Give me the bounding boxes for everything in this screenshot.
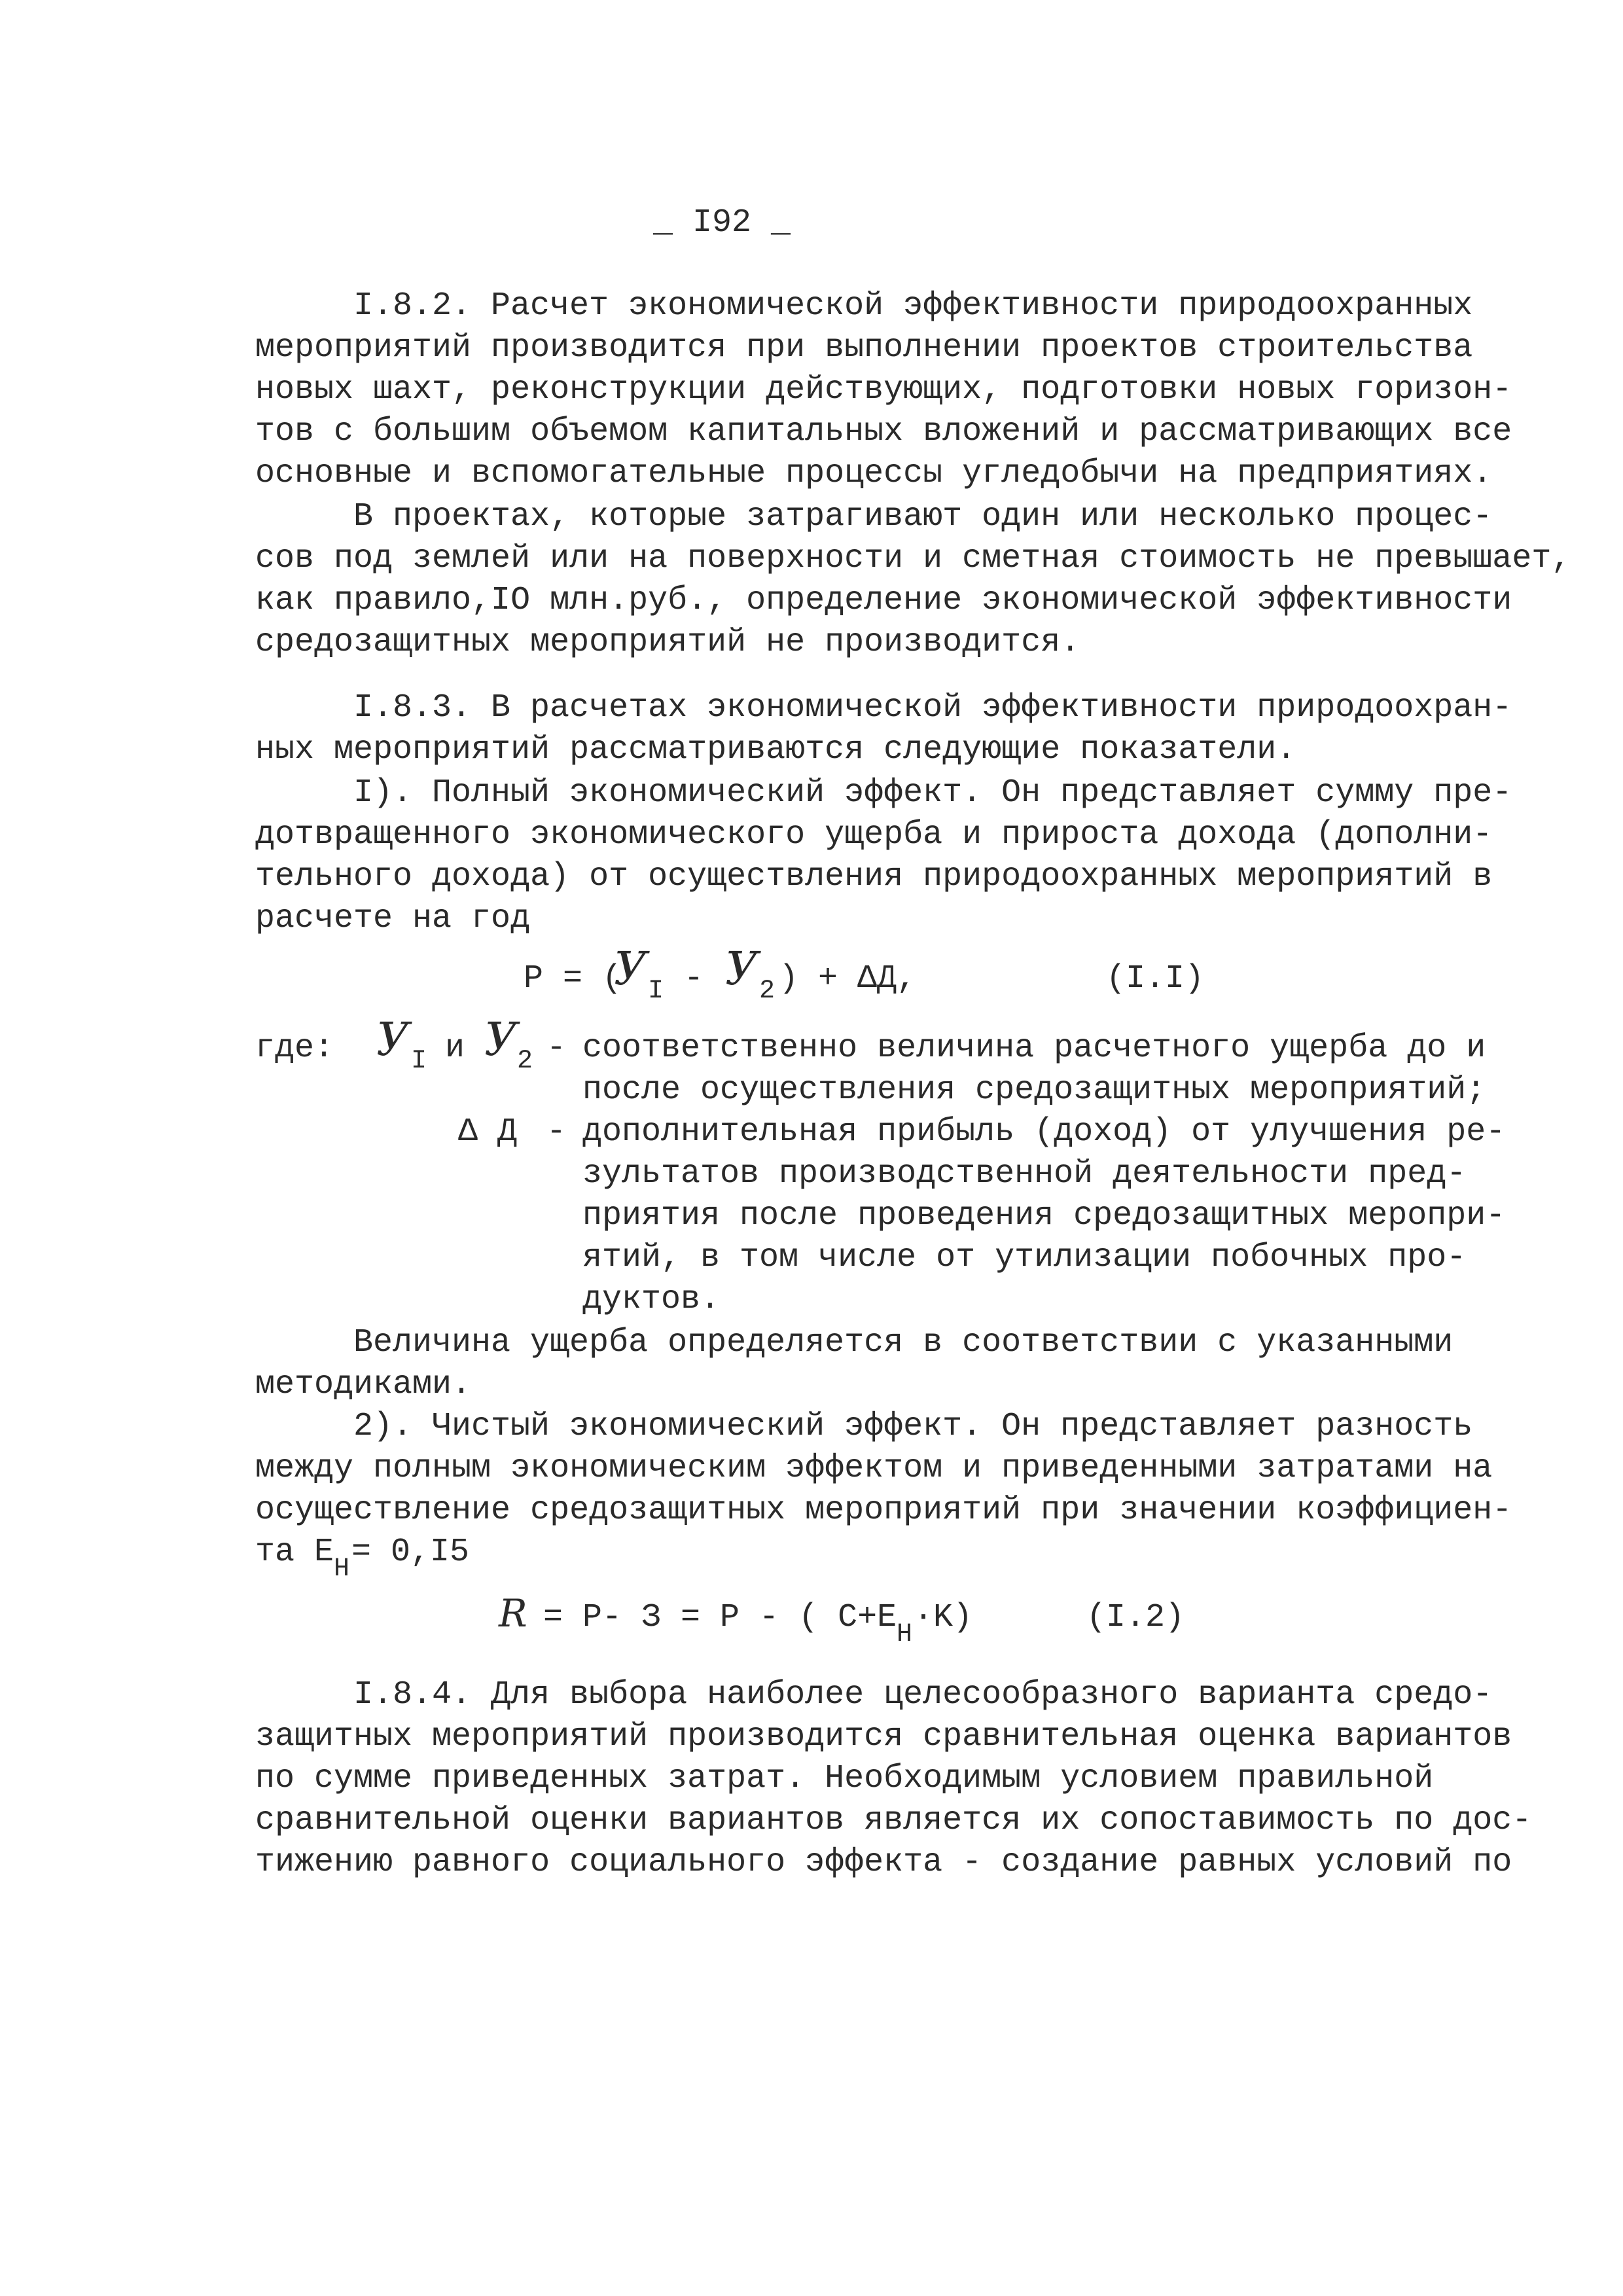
formula-1-1-rhs: ) + ΔД,: [779, 960, 917, 997]
formula-1-1-y2-sub: 2: [759, 977, 776, 1006]
paragraph-projects-line-2: сов под землей или на поверхности и сметная стоимость не превышает,: [255, 540, 1571, 577]
section-1-8-4-line-5: тижению равного социального эффекта - создание равных условий по: [255, 1844, 1512, 1881]
term-y1-sub: I: [411, 1047, 427, 1076]
formula-1-1-number: (I.I): [1106, 960, 1205, 997]
formula-1-1-lhs: P = (: [524, 960, 622, 997]
section-1-8-2-line-3: новых шахт, реконструкции действующих, подготовки новых горизон-: [255, 371, 1512, 408]
def-1-line-1: соответственно величина расчетного ущерба до и: [582, 1030, 1486, 1067]
def-2-line-3: приятия после проведения средозащитных меропри-: [582, 1197, 1506, 1234]
formula-1-1-y1: У: [614, 942, 647, 996]
section-1-8-2-line-4: тов с большим объемом капитальных вложений и рассматривающих все: [255, 413, 1512, 450]
def-2-line-5: дуктов.: [582, 1281, 721, 1318]
term-y1: У: [376, 1013, 410, 1066]
item-2-line-1: 2). Чистый экономический эффект. Он представляет разность: [353, 1408, 1473, 1445]
section-1-8-4-line-2: защитных мероприятий производится сравнительная оценка вариантов: [255, 1718, 1512, 1755]
damage-line-1: Величина ущерба определяется в соответствии с указанными: [353, 1324, 1454, 1361]
section-1-8-3-line-2: ных мероприятий рассматриваются следующие показатели.: [255, 731, 1296, 768]
def-2-line-4: ятий, в том числе от утилизации побочных про-: [582, 1239, 1467, 1276]
section-1-8-2-line-1: I.8.2. Расчет экономической эффективности природоохранных: [353, 287, 1473, 325]
item-1-line-3: тельного дохода) от осуществления природоохранных мероприятий в: [255, 858, 1493, 895]
section-1-8-2-line-5: основные и вспомогательные процессы угледобычи на предприятиях.: [255, 455, 1493, 492]
formula-1-2-mid: = P- З = P - ( C+E: [524, 1599, 897, 1636]
item-1-line-2: дотвращенного экономического ущерба и прироста дохода (дополни-: [255, 816, 1493, 853]
item-2-line-4-sub: Н: [334, 1554, 350, 1584]
page-number: _ I92 _: [653, 204, 791, 242]
section-1-8-2-line-2: мероприятий производится при выполнении проектов строительства: [255, 329, 1473, 367]
item-1-line-4: расчете на год: [255, 900, 531, 937]
formula-1-1-y1-sub: I: [648, 977, 664, 1006]
section-1-8-3-line-1: I.8.3. В расчетах экономической эффективности природоохран-: [353, 689, 1512, 726]
term-y2: У: [484, 1013, 518, 1066]
paragraph-projects-line-3: как правило,IO млн.руб., определение экономической эффективности: [255, 582, 1512, 619]
def-1-line-2: после осуществления средозащитных мероприятий;: [582, 1071, 1486, 1109]
paragraph-projects-line-1: В проектах, которые затрагивают один или несколько процес-: [353, 498, 1493, 535]
item-2-line-4-suffix: = 0,I5: [351, 1534, 470, 1571]
def-2-line-2: зультатов производственной деятельности пред-: [582, 1155, 1467, 1193]
section-1-8-4-line-4: сравнительной оценки вариантов является их сопоставимость по дос-: [255, 1802, 1532, 1839]
formula-1-1-y2: У: [725, 942, 758, 996]
formula-1-2-sub: Н: [897, 1620, 913, 1649]
damage-line-2: методиками.: [255, 1366, 472, 1403]
term-y2-sub: 2: [517, 1047, 533, 1076]
def-2-line-1: дополнительная прибыль (доход) от улучшения ре-: [582, 1113, 1506, 1151]
item-2-line-4-prefix: та Е: [255, 1534, 334, 1571]
where-label: где:: [255, 1030, 334, 1067]
term-delta-d: Δ Д: [458, 1113, 518, 1151]
section-1-8-4-line-1: I.8.4. Для выбора наиболее целесообразного варианта средо-: [353, 1676, 1493, 1713]
term-2-dash: -: [546, 1113, 567, 1151]
formula-1-2-lhs: R: [499, 1591, 527, 1636]
formula-1-2-number: (I.2): [1086, 1599, 1185, 1636]
formula-1-1-minus: -: [664, 960, 724, 997]
term-and: и: [445, 1030, 465, 1067]
term-1-dash: -: [546, 1030, 567, 1067]
item-1-line-1: I). Полный экономический эффект. Он представляет сумму пре-: [353, 774, 1512, 812]
item-2-line-3: осуществление средозащитных мероприятий при значении коэффициен-: [255, 1492, 1512, 1529]
section-1-8-4-line-3: по сумме приведенных затрат. Необходимым условием правильной: [255, 1760, 1434, 1797]
paragraph-projects-line-4: средозащитных мероприятий не производится.: [255, 624, 1080, 661]
item-2-line-2: между полным экономическим эффектом и приведенными затратами на: [255, 1450, 1493, 1487]
formula-1-2-end: ·K): [914, 1599, 973, 1636]
